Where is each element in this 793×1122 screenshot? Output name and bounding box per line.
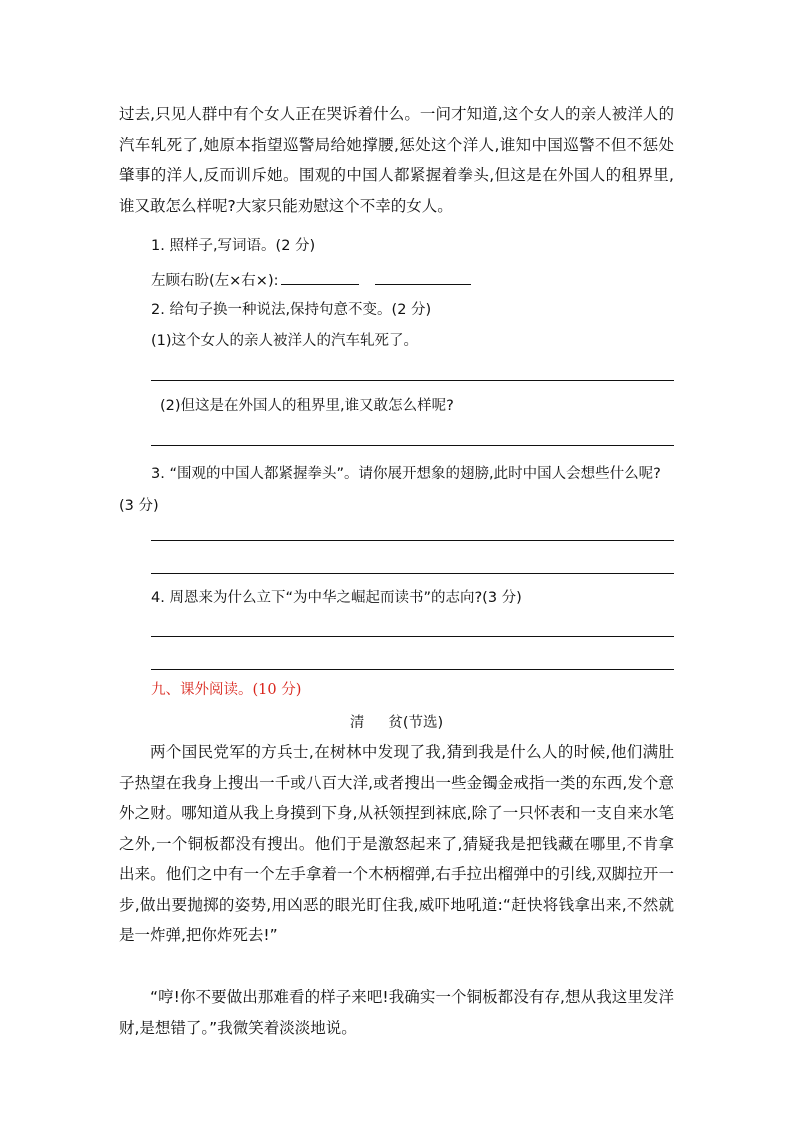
answer-line[interactable] [151,573,674,574]
answer-line[interactable] [151,669,674,670]
reading-title-part-2: 贫(节选) [388,715,444,731]
reading-title [0,713,793,733]
answer-line[interactable] [151,540,674,541]
reading-paragraph-2: “哼!你不要做出那难看的样子来吧!我确实一个铜板都没有存,想从我这里发洋财,是想错了。”我微笑着淡淡地说。 [119,988,674,1037]
question-4-prompt: 4. 周恩来为什么立下“为中华之崛起而读书”的志向?(3 分) [151,590,522,606]
question-1-prompt: 1. 照样子,写词语。(2 分) [151,238,316,254]
answer-blank-2[interactable] [375,268,471,285]
question-1-example [151,268,471,291]
answer-line[interactable] [151,636,674,637]
answer-line[interactable] [151,445,674,446]
reading-title-part-1: 清 [349,715,365,731]
section-heading: 九、课外阅读。(10 分) [151,682,302,698]
answer-line[interactable] [151,380,674,381]
question-2-sentence-2: (2)但这是在外国人的租界里,谁又敢怎么样呢? [160,398,454,414]
reading-paragraph-1: 两个国民党军的方兵士,在树林中发现了我,猜到我是什么人的时候,他们满肚子热望在我身上搜出一千或八百大洋,或者搜出一些金镯金戒指一类的东西,发个意外之财。哪知道从我上身摸到下身,从袄领捏到袜底,除了一只怀表和一支自来水笔之外,一个铜板都没有搜出。他们于是激怒起来了,猜疑我是把钱藏在哪里,不肯拿出来。他们之中有一个左手拿着一个木柄榴弹,右手拉出榴弹中的引线,双脚拉开一步,做出要抛掷的姿势,用凶恶的眼光盯住我,威吓地吼道:“赶快将钱拿出来,不然就是一炸弹,把你炸死去!” [119,743,674,944]
question-3-prompt: 3. “围观的中国人都紧握拳头”。请你展开想象的翅膀,此时中国人会想些什么呢?(3 分) [119,466,661,514]
question-1-example-text: 左顾右盼(左×右×): [151,273,279,289]
passage-paragraph: 过去,只见人群中有个女人正在哭诉着什么。一问才知道,这个女人的亲人被洋人的汽车轧死了,她原本指望巡警局给她撑腰,惩处这个洋人,谁知中国巡警不但不惩处肇事的洋人,反而训斥她。围观的中国人都紧握着拳头,但这是在外国人的租界里,谁又敢怎么样呢?大家只能劝慰这个不幸的女人。 [119,105,674,215]
question-2-prompt: 2. 给句子换一种说法,保持句意不变。(2 分) [151,302,432,318]
answer-blank-1[interactable] [281,268,359,285]
question-2-sentence-1: (1)这个女人的亲人被洋人的汽车轧死了。 [151,333,419,349]
